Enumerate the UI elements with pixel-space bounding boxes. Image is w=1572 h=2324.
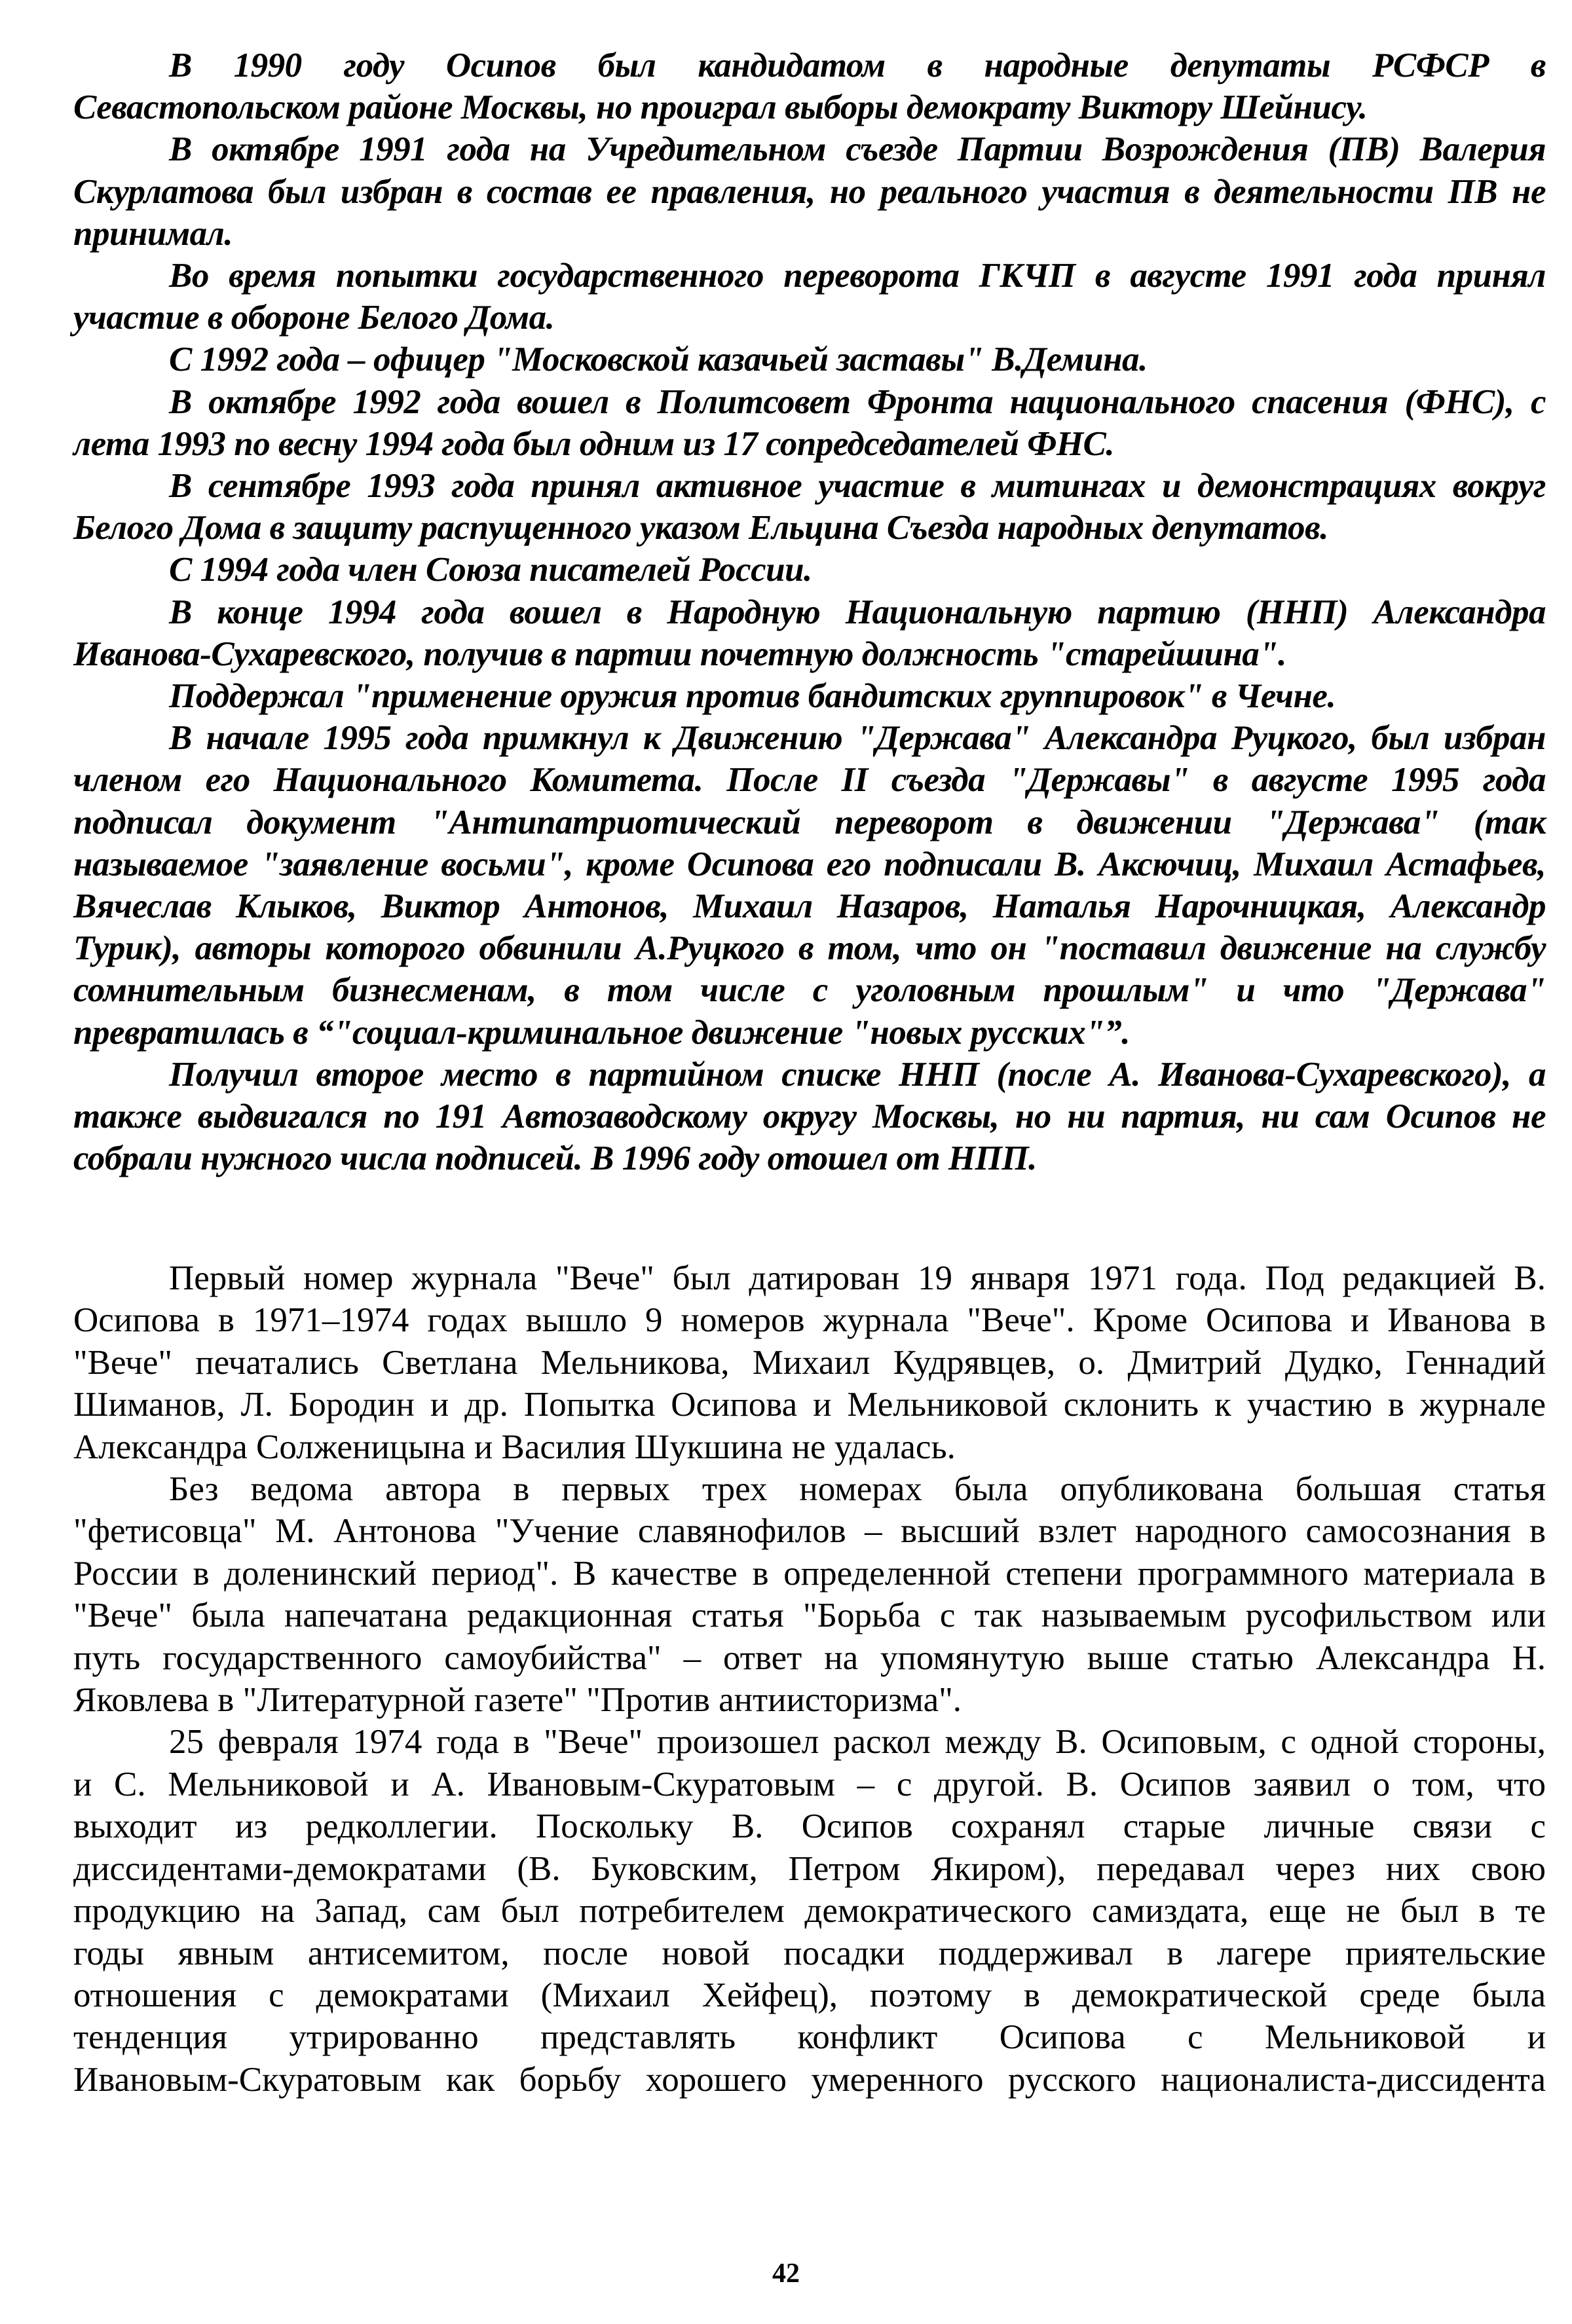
text-line: называемое "заявление восьми", кроме Осипова его подписали В. Аксючиц, Михаил Астафьев, [73, 845, 1546, 883]
text-line: "фетисовца" М. Антонова "Учение славянофилов – высший взлет народного самосознания в [73, 1512, 1546, 1551]
text-line: С 1992 года – офицер "Московской казачьей заставы" В.Демина. [169, 341, 1148, 379]
paragraph [73, 128, 1546, 255]
italic-biography-section [73, 45, 1546, 1179]
text-line: лета 1993 по весну 1994 года был одним из 17 сопредседателей ФНС. [73, 424, 1115, 463]
text-line: Севастопольском районе Москвы, но проиграл выборы демократу Виктору Шейнису. [73, 88, 1368, 127]
text-line: тенденция утрированно представлять конфликт Осипова с Мельниковой и [73, 2018, 1546, 2057]
text-line: годы явным антисемитом, после новой посадки поддерживал в лагере приятельские [73, 1934, 1546, 1972]
paragraph [73, 1721, 1546, 2101]
paragraph [73, 717, 1546, 1054]
veche-journal-section [73, 1257, 1546, 2101]
text-line: участие в обороне Белого Дома. [73, 299, 555, 337]
text-line: путь государственного самоубийства" – ответ на упомянутую выше статью Александра Н. [73, 1638, 1546, 1677]
text-line: В 1990 году Осипов был кандидатом в народные депутаты РСФСР в [169, 46, 1546, 84]
text-line: Белого Дома в защиту распущенного указом Ельцина Съезда народных депутатов. [73, 509, 1328, 547]
text-line: Без ведома автора в первых трех номерах была опубликована большая статья [169, 1470, 1546, 1509]
text-line: 25 февраля 1974 года в "Вече" произошел раскол между В. Осиповым, с одной стороны, [169, 1723, 1546, 1761]
text-line: Осипова в 1971–1974 годах вышло 9 номеров журнала "Вече". Кроме Осипова и Иванова в [73, 1301, 1546, 1340]
text-line: членом его Национального Комитета. После II съезда "Державы" в августе 1995 года [73, 761, 1546, 800]
paragraph [73, 591, 1546, 675]
text-line: С 1994 года член Союза писателей России. [169, 551, 812, 589]
text-line: Турик), авторы которого обвинили А.Руцкого в том, что он "поставил движение на службу [73, 929, 1546, 968]
paragraph [73, 675, 1546, 717]
text-line: выходит из редколлегии. Поскольку В. Осипов сохранял старые личные связи с [73, 1807, 1546, 1846]
text-line: В начале 1995 года примкнул к Движению "Держава" Александра Руцкого, был избран [169, 719, 1546, 758]
paragraph [73, 255, 1546, 339]
text-line: превратилась в “"социал-криминальное движение "новых русских"”. [73, 1013, 1130, 1052]
text-line: России в доленинский период". В качестве в определенной степени программного материала в [73, 1554, 1546, 1593]
paragraph [73, 1257, 1546, 1468]
text-line: Вячеслав Клыков, Виктор Антонов, Михаил Назаров, Наталья Нарочницкая, Александр [73, 887, 1546, 926]
text-line: Во время попытки государственного переворота ГКЧП в августе 1991 года принял [169, 257, 1546, 295]
text-line: и С. Мельниковой и А. Ивановым-Скуратовым – с другой. В. Осипов заявил о том, что [73, 1765, 1546, 1803]
text-line: В конце 1994 года вошел в Народную Национальную партию (ННП) Александра [169, 593, 1546, 631]
text-line: Яковлева в "Литературной газете" "Против антиисторизма". [73, 1681, 962, 1720]
paragraph [73, 339, 1546, 380]
text-line: собрали нужного числа подписей. В 1996 году отошел от НПП. [73, 1139, 1037, 1178]
paragraph [73, 381, 1546, 465]
text-line: В октябре 1991 года на Учредительном съезде Партии Возрождения (ПВ) Валерия [169, 130, 1546, 169]
text-line: В сентябре 1993 года принял активное участие в митингах и демонстрациях вокруг [169, 467, 1546, 506]
text-line: сомнительным бизнесменам, в том числе с уголовным прошлым" и что "Держава" [73, 971, 1546, 1010]
text-line: отношения с демократами (Михаил Хейфец), поэтому в демократической среде была [73, 1976, 1546, 2014]
paragraph [73, 1468, 1546, 1721]
text-line: продукцию на Запад, сам был потребителем демократического самиздата, еще не был в те [73, 1892, 1546, 1930]
text-line: "Вече" была напечатана редакционная статья "Борьба с так называемым русофильством или [73, 1596, 1546, 1635]
text-line: подписал документ "Антипатриотический переворот в движении "Держава" (так [73, 803, 1546, 841]
text-line: Поддержал "применение оружия против бандитских группировок" в Чечне. [169, 677, 1336, 716]
text-line: "Вече" печатались Светлана Мельникова, Михаил Кудрявцев, о. Дмитрий Дудко, Геннадий [73, 1343, 1546, 1382]
page-number: 42 [772, 2259, 800, 2289]
text-line: Получил второе место в партийном списке ННП (после А. Иванова-Сухаревского), а [169, 1055, 1546, 1094]
text-line: Ивановым-Скуратовым как борьбу хорошего умеренного русского националиста-диссидента [73, 2060, 1546, 2099]
text-line: Скурлатова был избран в состав ее правления, но реального участия в деятельности ПВ не [73, 172, 1546, 211]
text-line: также выдвигался по 191 Автозаводскому округу Москвы, но ни партия, ни сам Осипов не [73, 1097, 1546, 1136]
paragraph [73, 465, 1546, 549]
text-line: принимал. [73, 214, 233, 253]
paragraph [73, 549, 1546, 591]
text-line: Шиманов, Л. Бородин и др. Попытка Осипова и Мельниковой склонить к участию в журнале [73, 1386, 1546, 1424]
text-line: Первый номер журнала "Вече" был датирован 19 января 1971 года. Под редакцией В. [169, 1259, 1546, 1297]
text-line: диссидентами-демократами (В. Буковским, Петром Якиром), передавал через них свою [73, 1849, 1546, 1888]
text-line: В октябре 1992 года вошел в Политсовет Фронта национального спасения (ФНС), с [169, 382, 1546, 421]
paragraph [73, 45, 1546, 128]
paragraph [73, 1054, 1546, 1180]
text-line: Александра Солженицына и Василия Шукшина не удалась. [73, 1428, 956, 1466]
text-line: Иванова-Сухаревского, получив в партии почетную должность "старейшина". [73, 635, 1286, 673]
